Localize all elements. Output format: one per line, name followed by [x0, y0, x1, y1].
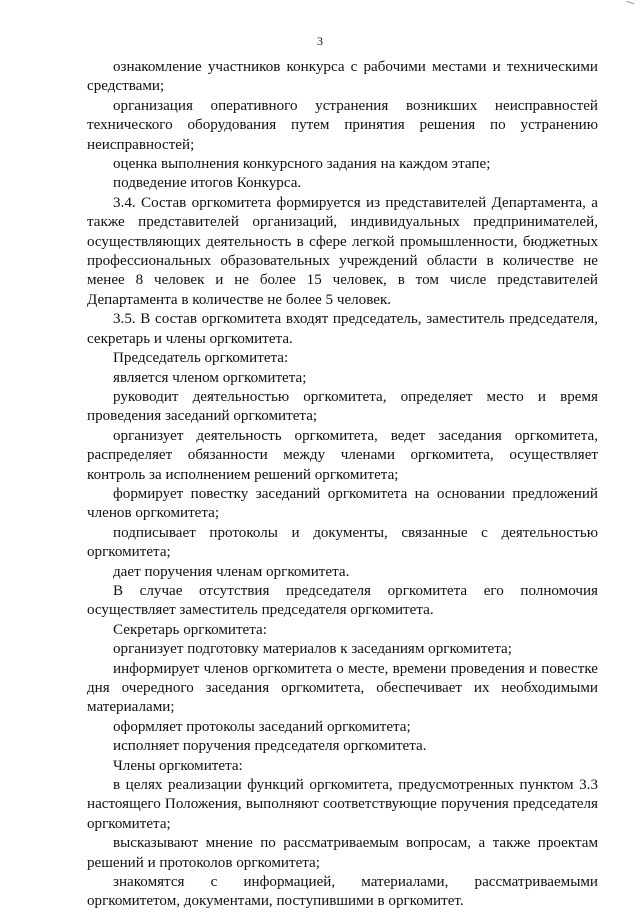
paragraph: оформляет протоколы заседаний оргкомитета;	[113, 718, 411, 735]
paragraph: подписывает протоколы и документы, связанные с деятельностью оргкомитета;	[87, 524, 598, 561]
paragraph: ознакомление участников конкурса с рабочими местами и техническими средствами;	[87, 59, 598, 95]
paragraph: высказывают мнение по рассматриваемым вопросам, а также проектам решений и протоколов оргкомитета;	[87, 835, 598, 871]
paragraph: оценка выполнения конкурсного задания на каждом этапе;	[113, 156, 491, 173]
paragraph: формирует повестку заседаний оргкомитета на основании предложений членов оргкомитета;	[87, 485, 598, 522]
document-body	[87, 58, 598, 912]
paragraph: Председатель оргкомитета:	[113, 350, 289, 367]
paragraph: организация оперативного устранения возникших неисправностей технического оборудования путем принятия решения по устранению неисправностей;	[87, 97, 598, 153]
paragraph: 3.5. В состав оргкомитета входят председатель, заместитель председателя, секретарь и члены оргкомитета.	[87, 311, 598, 347]
paragraph: организует деятельность оргкомитета, ведет заседания оргкомитета, распределяет обязанности между членами оргкомитета, осуществляет контроль за исполнением решений оргкомитета;	[87, 427, 598, 483]
paragraph: Секретарь оргкомитета:	[113, 621, 267, 638]
page-number: 3	[317, 34, 323, 48]
paragraph: исполняет поручения председателя оргкомитета.	[113, 738, 427, 755]
paragraph: информирует членов оргкомитета о месте, времени проведения и повестке дня очередного заседания оргкомитета, обеспечивает их необходимыми материалами;	[87, 660, 598, 716]
paragraph: в целях реализации функций оргкомитета, предусмотренных пунктом 3.3 настоящего Положения, выполняют соответствующие поручения председателя оргкомитета;	[87, 777, 598, 832]
paragraph: подведение итогов Конкурса.	[113, 175, 302, 192]
paragraph: организует подготовку материалов к заседаниям оргкомитета;	[113, 641, 512, 658]
paragraph: Члены оргкомитета:	[113, 757, 243, 774]
scan-mark	[626, 1, 635, 7]
paragraph: является членом оргкомитета;	[113, 369, 307, 386]
paragraph: знакомятся с информацией, материалами, рассматриваемыми оргкомитетом, документами, поступившими в оргкомитет.	[87, 874, 598, 910]
paragraph: В случае отсутствия председателя оргкомитета его полномочия осуществляет заместитель председателя оргкомитета.	[87, 582, 598, 619]
paragraph: дает поручения членам оргкомитета.	[113, 563, 350, 580]
paragraph: руководит деятельностью оргкомитета, определяет место и время проведения заседаний оргкомитета;	[87, 388, 598, 425]
paragraph: 3.4. Состав оргкомитета формируется из представителей Департамента, а также представителей организаций, индивидуальных предпринимателей, осуществляющих деятельность в сфере легкой промышленности, бюджетных профессиональных образовательных учреждений области в количестве не менее 8 человек и не более 15 человек, в том числе представителей Департамента в количестве не более 5 человек.	[87, 194, 598, 308]
